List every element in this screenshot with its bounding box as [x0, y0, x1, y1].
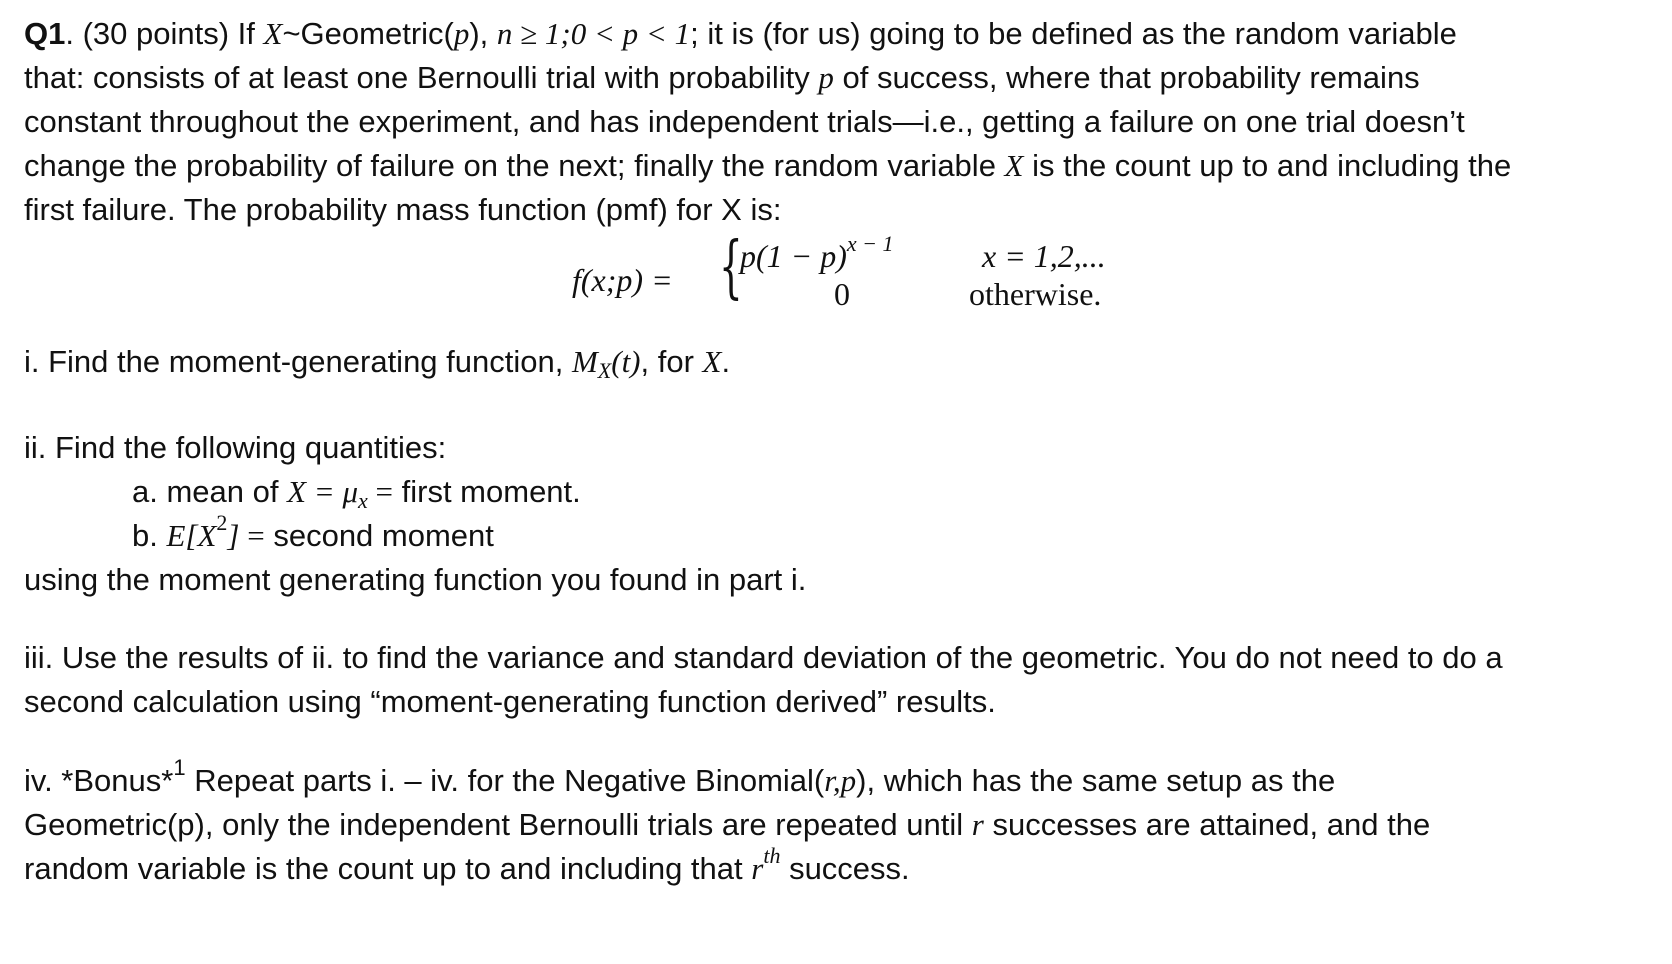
part-ii-footer: using the moment generating function you found in part i. [24, 562, 807, 597]
pmf-exponent: x − 1 [846, 231, 894, 256]
pmf-case-2: 0 [834, 276, 850, 312]
part-ii-a: a. mean of $X = \mu_x$ = first moment. [132, 474, 581, 513]
part-ii [24, 426, 1654, 602]
intro-line-4: change the probability of failure on the next; finally the random variable X is the count up to and including the [24, 148, 1512, 183]
part-iii-line-1: iii. Use the results of ii. to find the variance and standard deviation of the geometric. You do not need to do a [24, 640, 1503, 675]
part-iii-line-2: second calculation using “moment-generating function derived” results. [24, 684, 996, 719]
part-i: i. Find the moment-generating function, $M_X(t)$, for X. [24, 344, 731, 383]
footnote-marker: 1 [173, 755, 186, 780]
part-iv-line-2: Geometric(p), only the independent Bernoulli trials are repeated until r successes are attained, and the [24, 807, 1431, 842]
part-ii-b: b. $E[X^2]$ = second moment [132, 510, 494, 553]
pmf-lhs: f(x;p) = [572, 262, 673, 298]
question-intro [24, 12, 1654, 232]
part-iii [24, 636, 1654, 724]
pmf-brace: { [719, 228, 743, 307]
intro-line-3: constant throughout the experiment, and has independent trials—i.e., getting a failure on one trial doesn’t [24, 104, 1465, 139]
part-iv-line-3: random variable is the count up to and including that $r^{th}$ success. [24, 843, 910, 886]
pmf-case-1: $p(1 - p)^{x - 1}$ [740, 231, 894, 274]
part-iv [24, 755, 1654, 891]
pmf-condition-1: x = 1,2,... [982, 238, 1106, 274]
pmf-condition-2: otherwise. [969, 276, 1102, 312]
question-label: Q1 [24, 16, 66, 51]
part-iv-line-1: iv. *Bonus*$^1$ Repeat parts i. – iv. for the Negative Binomial(r,p), which has the same setup as the [24, 755, 1336, 798]
pmf-equation [572, 224, 1172, 314]
intro-line-2: that: consists of at least one Bernoulli trial with probability p of success, where that probability remains [24, 60, 1420, 95]
intro-line-1: Q1. (30 points) If X~Geometric(p), n ≥ 1;0 < p < 1; it is (for us) going to be defined as the random variable [24, 16, 1457, 51]
intro-line-5: first failure. The probability mass function (pmf) for X is: [24, 192, 782, 227]
part-ii-heading: ii. Find the following quantities: [24, 430, 447, 465]
